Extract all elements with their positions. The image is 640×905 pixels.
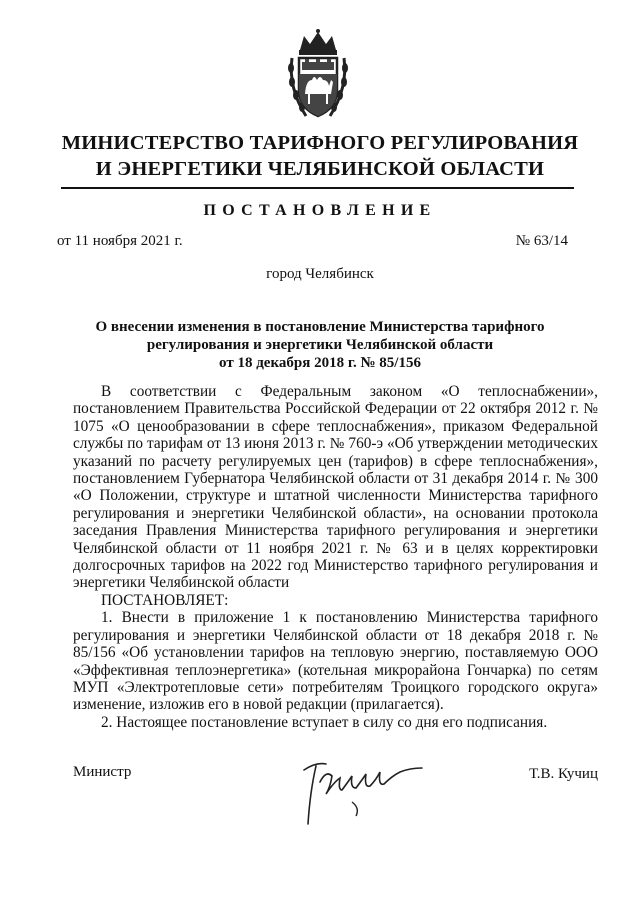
header-divider <box>61 187 574 189</box>
document-title-line3: от 18 декабря 2018 г. № 85/156 <box>219 355 421 371</box>
preamble-paragraph: В соответствии с Федеральным законом «О теплоснабжении», постановлением Правительства Российской Федерации от 22 октября 2012 г. № 1075 «О ценообразовании в сфере теплоснабжения», приказом Федеральной службы по тарифам от 13 июня 2013 г. № 760-э «Об утверждении методических указаний по расчету регулируемых цен (тарифов) в сфере теплоснабжения», постановлением Губернатора Челябинской области от 31 декабря 2014 г. № 300 «О Положении, структуре и штатной численности Министерства тарифного регулирования и энергетики Челябинской области», на основании протокола заседания Правления Министерства тарифного регулирования и энергетики Челябинской области от 11 ноября 2021 г. № 63 и в целях корректировки долгосрочных тарифов на 2022 год Министерство тарифного регулирования и энергетики Челябинской области <box>73 383 598 592</box>
document-title-line1: О внесении изменения в постановление Министерства тарифного <box>95 319 545 335</box>
signatory-name: Т.В. Кучиц <box>529 766 598 782</box>
item-1-paragraph: 1. Внести в приложение 1 к постановлению Министерства тарифного регулирования и энергетики Челябинской области от 18 декабря 2018 г. № 85/156 «Об установлении тарифов на тепловую энергию, поставляемую ООО «Эффективная теплоэнергетика» (котельная микрорайона Гончарка) по сетям МУП «Электротепловые сети» потребителям Троицкого городского округа» изменение, изложив его в новой редакции (прилагается). <box>73 609 598 714</box>
ministry-name-line2: И ЭНЕРГЕТИКИ ЧЕЛЯБИНСКОЙ ОБЛАСТИ <box>95 158 545 180</box>
ministry-name-line1: МИНИСТЕРСТВО ТАРИФНОГО РЕГУЛИРОВАНИЯ <box>61 132 579 154</box>
document-type: ПОСТАНОВЛЕНИЕ <box>203 202 437 219</box>
signatory-position: Министр <box>73 764 132 780</box>
document-number: № 63/14 <box>515 233 568 249</box>
document-city: город Челябинск <box>266 266 374 282</box>
document-title-line2: регулирования и энергетики Челябинской области <box>146 337 494 353</box>
handwritten-signature-icon <box>296 742 426 828</box>
document-date: от 11 ноября 2021 г. <box>57 233 183 249</box>
document-body <box>73 383 598 731</box>
item-2-paragraph: 2. Настоящее постановление вступает в силу со дня его подписания. <box>101 713 548 731</box>
coat-of-arms-icon <box>286 28 350 124</box>
resolves-heading: ПОСТАНОВЛЯЕТ: <box>101 591 229 609</box>
